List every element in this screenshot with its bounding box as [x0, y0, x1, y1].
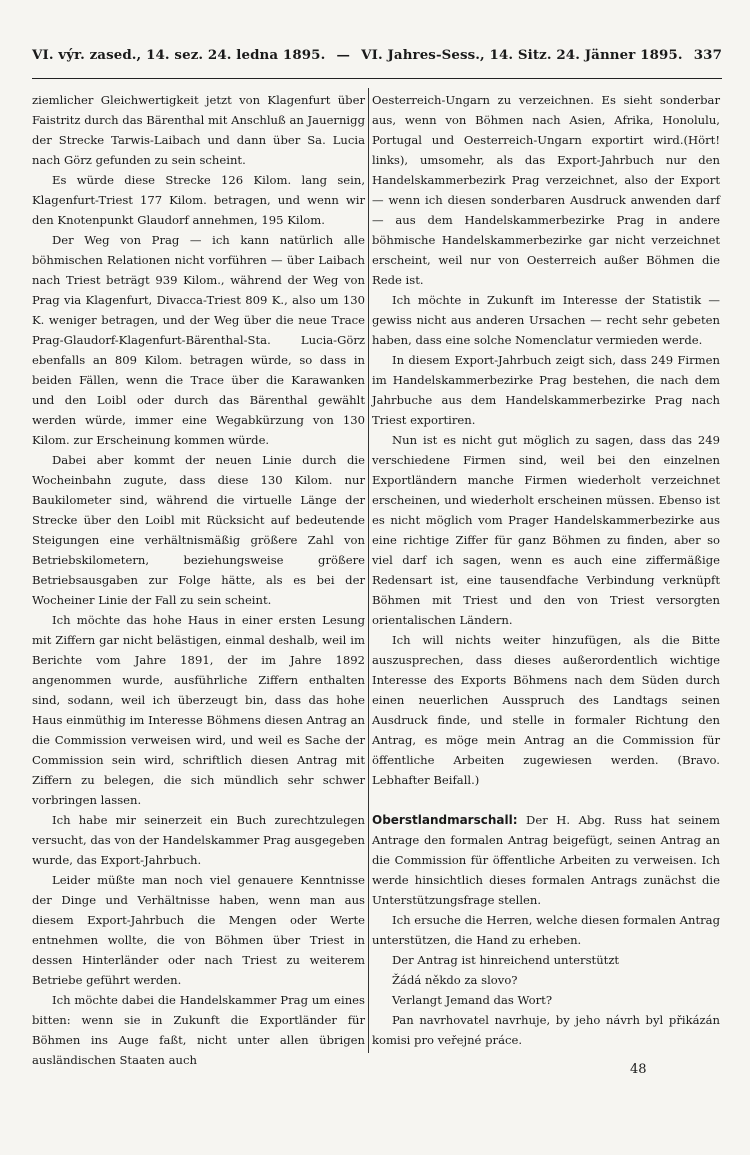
speaker-text: Der H. Abg. Russ hat seinem Antrage den formalen Antrag beigefügt, seinen Antrag an die Commission für öffentliche Arbeiten zu verweisen. Ich werde hinsichtlich dieses formalen Antrags zunächst die Unterstützungsfrage stellen.: [372, 813, 721, 907]
header-rule: [32, 78, 722, 79]
right-column: [372, 90, 720, 1050]
paragraph: Der Antrag ist hinreichend unterstützt: [392, 953, 620, 967]
running-header: [32, 43, 722, 67]
paragraph: Nun ist es nicht gut möglich zu sagen, dass das 249 verschiedene Firmen sind, weil bei den einzelnen Exportländern manche Firmen wiederholt verzeichnet erscheinen, und wiederholt erscheinen müssen. Ebenso ist es nicht möglich vom Prager Handelskammerbezirke aus eine richtige Ziffer für ganz Böhmen zu finden, aber so viel darf ich sagen, wenn es auch eine ziffermäßige Redensart ist, eine tausendfache Verbindung verknüpft Böhmen mit Triest und den von Triest versorgten orientalischen Ländern.: [372, 433, 720, 627]
paragraph: Ich habe mir seinerzeit ein Buch zurechtzulegen versucht, das von der Handelskammer Prag ausgegeben wurde, das Export-Jahrbuch.: [32, 813, 365, 867]
speaker-name: Oberstlandmarschall:: [372, 813, 518, 827]
german-question: Verlangt Jemand das Wort?: [392, 993, 553, 1007]
paragraph: Ich möchte das hohe Haus in einer ersten Lesung mit Ziffern gar nicht belästigen, einmal deshalb, weil im Berichte vom Jahre 1891, der im Jahre 1892 angenommen wurde, ausführliche Ziffern enthalten sind, sodann, weil ich überzeugt bin, dass das hohe Haus einmüthig im Interesse Böhmens diesen Antrag an die Commission verweisen wird, und weil es Sache der Commission sein wird, schriftlich diesen Antrag mit Ziffern zu belegen, die sich mündlich sehr schwer vorbringen lassen.: [32, 613, 365, 807]
czech-question: Žádá někdo za slovo?: [392, 973, 518, 987]
paragraph: Ich möchte dabei die Handelskammer Prag um eines bitten: wenn sie in Zukunft die Exportländer für Böhmen ins Auge faßt, nicht unter allen übrigen ausländischen Staaten auch: [32, 993, 365, 1067]
paragraph: Leider müßte man noch viel genauere Kenntnisse der Dinge und Verhältnisse haben, wenn man aus diesem Export-Jahrbuch die Mengen oder Werte entnehmen wollte, die von Böhmen über Triest in dessen Hinterländer oder nach Triest zu weiterem Betriebe geführt werden.: [32, 873, 365, 987]
page-number: 48: [630, 1062, 647, 1077]
paragraph: In diesem Export-Jahrbuch zeigt sich, dass 249 Firmen im Handelskammerbezirke Prag bestehen, die nach dem Jahrbuche aus dem Handelskammerbezirke Prag nach Triest exportiren.: [372, 353, 720, 427]
spacer: [372, 790, 720, 810]
left-column: [32, 90, 365, 1070]
header-german: VI. Jahres-Sess., 14. Sitz. 24. Jänner 1895.: [361, 47, 683, 63]
header-dash: —: [336, 47, 350, 63]
paragraph: Ich möchte in Zukunft im Interesse der Statistik — gewiss nicht aus anderen Ursachen — recht sehr gebeten haben, dass eine solche Nomenclatur vermieden werde.: [372, 293, 720, 347]
paragraph: Der Weg von Prag — ich kann natürlich alle böhmischen Relationen nicht vorführen — über Laibach nach Triest beträgt 939 Kilom., während der Weg von Prag via Klagenfurt, Divacca-Triest 809 K., also um 130 K. weniger betragen, und der Weg über die neue Trace Prag-Glaudorf-Klagenfurt-Bärenthal-Sta. Lucia-Görz ebenfalls an 809 Kilom. betragen würde, so dass in beiden Fällen, wenn die Trace über die Karawanken und den Loibl oder durch das Bärenthal gewählt werden würde, immer eine Wegabkürzung von 130 Kilom. zur Erscheinung kommen würde.: [32, 233, 365, 447]
paragraph: ziemlicher Gleichwertigkeit jetzt von Klagenfurt über Faistritz durch das Bärenthal mit Anschluß an Jauernigg der Strecke Tarwis-Laibach und dann über Sa. Lucia nach Görz gefunden zu sein scheint.: [32, 93, 365, 167]
paragraph: Es würde diese Strecke 126 Kilom. lang sein, Klagenfurt-Triest 177 Kilom. betragen, und wenn wir den Knotenpunkt Glaudorf annehmen, 195 Kilom.: [32, 173, 365, 227]
paragraph: Ich ersuche die Herren, welche diesen formalen Antrag unterstützen, die Hand zu erheben.: [372, 913, 720, 947]
paragraph: Ich will nichts weiter hinzufügen, als die Bitte auszusprechen, dass dieses außerordentlich wichtige Interesse des Exports Böhmens nach dem Süden durch einen neuerlichen Ausspruch des Landtags seinen Ausdruck finde, und stelle in formaler Richtung den Antrag, es möge mein Antrag an die Commission für öffentliche Arbeiten zugewiesen werden. (Bravo. Lebhafter Beifall.): [372, 633, 720, 787]
column-divider: [368, 88, 369, 1053]
speaker-paragraph: [372, 810, 720, 910]
czech-statement: Pan navrhovatel navrhuje, by jeho návrh byl přikázán komisi pro veřejné práce.: [372, 1013, 720, 1047]
paragraph: Dabei aber kommt der neuen Linie durch die Wocheinbahn zugute, dass diese 130 Kilom. nur Baukilometer sind, während die virtuelle Länge der Strecke über den Loibl mit Rücksicht auf bedeutende Steigungen eine verhältnismäßig größere Zahl von Betriebskilometern, beziehungsweise größere Betriebsausgaben zur Folge hätte, als es bei der Wocheiner Linie der Fall zu sein scheint.: [32, 453, 365, 607]
header-czech: VI. výr. zased., 14. sez. 24. ledna 1895.: [32, 47, 326, 63]
header-page-number: 337: [693, 47, 722, 63]
paragraph: Oesterreich-Ungarn zu verzeichnen. Es sieht sonderbar aus, wenn von Böhmen nach Asien, Afrika, Honolulu, Portugal und Oesterreich-Ungarn exportirt wird.(Hört! links), umsomehr, als das Export-Jahrbuch nur den Handelskammerbezirk Prag verzeichnet, also der Export — wenn ich diesen sonderbaren Ausdruck anwenden darf — aus dem Handelskammerbezirke Prag in andere böhmische Handelskammerbezirke gar nicht verzeichnet erscheint, weil nur von Oesterreich außer Böhmen die Rede ist.: [372, 93, 720, 287]
